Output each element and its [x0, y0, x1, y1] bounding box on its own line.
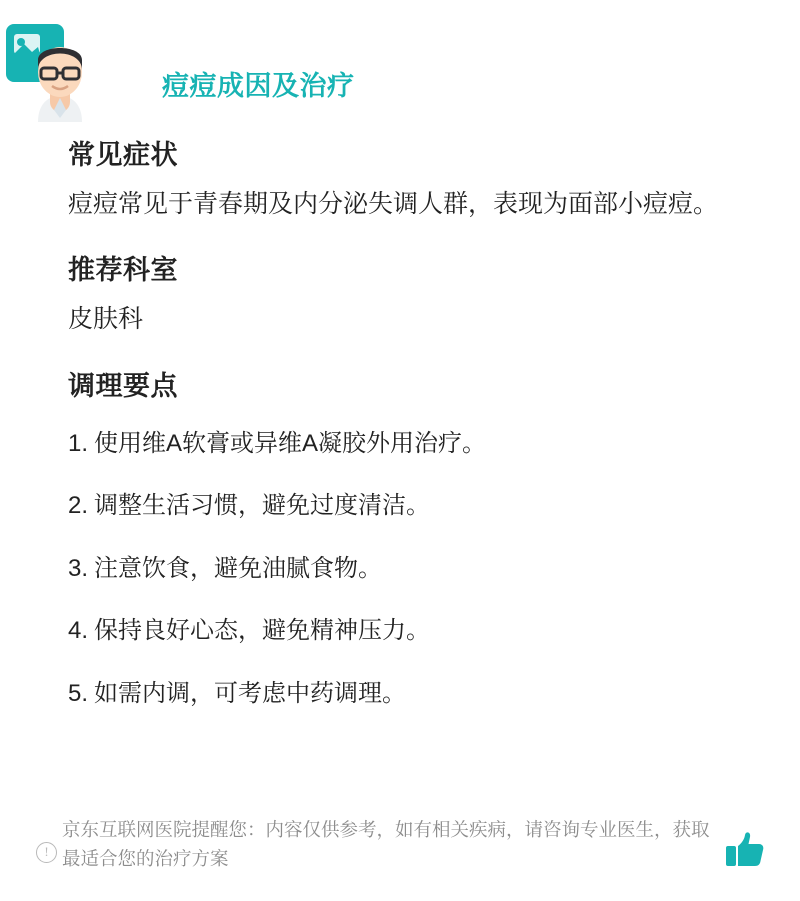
list-item: [68, 677, 732, 711]
list-item-text: 如需内调，可考虑中药调理。: [94, 679, 407, 707]
footer-disclaimer-bar: [0, 806, 800, 901]
content-card: [32, 30, 768, 790]
page-title: 痘痘成因及治疗: [162, 71, 355, 101]
exclamation-circle-icon: !: [36, 842, 57, 863]
section-text-department: 皮肤科: [68, 305, 144, 334]
list-item: [68, 614, 732, 648]
list-item-number: 5.: [68, 679, 89, 707]
disclaimer-text: 京东互联网医院提醒您：内容仅供参考，如有相关疾病，请咨询专业医生，获取最适合您的治疗方案: [62, 819, 710, 869]
section-text-symptoms: 痘痘常见于青春期及内分泌失调人群，表现为面部小痘痘。: [68, 190, 719, 218]
list-item: [68, 552, 732, 586]
section-heading-department: 推荐科室: [68, 255, 178, 286]
list-item: [68, 427, 732, 461]
list-item-text: 使用维A软膏或异维A凝胶外用治疗。: [94, 429, 487, 457]
thumbs-up-icon[interactable]: [724, 828, 766, 870]
care-points-list: [68, 427, 732, 711]
list-item-number: 3.: [68, 554, 89, 582]
list-item-number: 1.: [68, 429, 89, 457]
list-item: [68, 489, 732, 523]
list-item-number: 4.: [68, 617, 89, 645]
section-heading-care-points: 调理要点: [68, 370, 178, 401]
list-item-text: 保持良好心态，避免精神压力。: [94, 617, 431, 645]
list-item-text: 调整生活习惯，避免过度清洁。: [94, 492, 431, 520]
list-item-text: 注意饮食，避免油腻食物。: [94, 554, 383, 582]
person-avatar-icon: [4, 18, 116, 130]
list-item-number: 2.: [68, 492, 89, 520]
section-heading-symptoms: 常见症状: [68, 140, 178, 170]
